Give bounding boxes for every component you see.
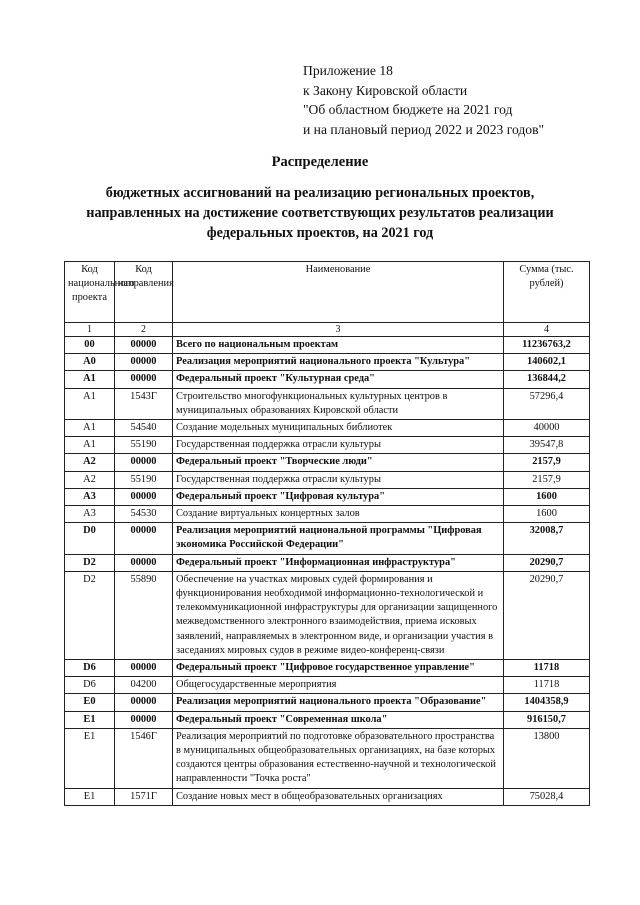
document-title — [0, 183, 640, 243]
cell-code-national-project: А1 — [65, 388, 115, 419]
table-row — [65, 471, 590, 488]
cell-name: Федеральный проект "Современная школа" — [173, 711, 504, 728]
cell-code-national-project: А3 — [65, 506, 115, 523]
appendix-reference — [303, 61, 544, 139]
cell-name: Реализация мероприятий национального проекта "Образование" — [173, 694, 504, 711]
cell-sum: 39547,8 — [504, 437, 590, 454]
cell-sum: 2157,9 — [504, 454, 590, 471]
title-line: бюджетных ассигнований на реализацию региональных проектов, — [105, 185, 535, 201]
cell-name: Федеральный проект "Цифровое государственное управление" — [173, 660, 504, 677]
table-row — [65, 354, 590, 371]
cell-code-direction: 54540 — [115, 420, 173, 437]
cell-code-direction: 00000 — [115, 554, 173, 571]
cell-name: Федеральный проект "Цифровая культура" — [173, 488, 504, 505]
table-row — [65, 694, 590, 711]
cell-sum: 32008,7 — [504, 523, 590, 554]
cell-code-direction: 00000 — [115, 488, 173, 505]
table-row — [65, 554, 590, 571]
table-row — [65, 420, 590, 437]
cell-code-national-project: D6 — [65, 677, 115, 694]
table-row — [65, 677, 590, 694]
cell-code-national-project: D6 — [65, 660, 115, 677]
cell-sum: 1600 — [504, 488, 590, 505]
cell-code-national-project: А1 — [65, 420, 115, 437]
cell-code-direction: 00000 — [115, 337, 173, 354]
cell-code-national-project: А1 — [65, 371, 115, 388]
cell-name: Государственная поддержка отрасли культуры — [173, 437, 504, 454]
table-row — [65, 711, 590, 728]
cell-code-national-project: А2 — [65, 471, 115, 488]
cell-code-national-project: Е1 — [65, 728, 115, 788]
table-row — [65, 571, 590, 659]
cell-code-national-project: А3 — [65, 488, 115, 505]
cell-code-direction: 55890 — [115, 571, 173, 659]
column-number: 2 — [115, 323, 173, 337]
cell-code-direction: 54530 — [115, 506, 173, 523]
table-row — [65, 437, 590, 454]
cell-code-direction: 55190 — [115, 437, 173, 454]
allocation-table — [64, 261, 590, 806]
cell-sum: 40000 — [504, 420, 590, 437]
cell-name: Создание новых мест в общеобразовательных организациях — [173, 788, 504, 805]
cell-code-national-project: А0 — [65, 354, 115, 371]
cell-code-national-project: Е1 — [65, 711, 115, 728]
cell-code-national-project: А2 — [65, 454, 115, 471]
cell-code-direction: 00000 — [115, 694, 173, 711]
table-row — [65, 337, 590, 354]
table-row — [65, 728, 590, 788]
cell-sum: 11718 — [504, 660, 590, 677]
cell-sum: 11718 — [504, 677, 590, 694]
cell-name: Государственная поддержка отрасли культуры — [173, 471, 504, 488]
cell-sum: 1600 — [504, 506, 590, 523]
cell-name: Федеральный проект "Информационная инфраструктура" — [173, 554, 504, 571]
document-heading: Распределение — [271, 154, 369, 170]
table-row — [65, 371, 590, 388]
cell-code-national-project: D0 — [65, 523, 115, 554]
appendix-line: к Закону Кировской области — [303, 82, 468, 98]
table-row — [65, 488, 590, 505]
cell-sum: 916150,7 — [504, 711, 590, 728]
cell-name: Создание виртуальных концертных залов — [173, 506, 504, 523]
header-name: Наименование — [173, 262, 504, 323]
cell-sum: 75028,4 — [504, 788, 590, 805]
cell-code-direction: 04200 — [115, 677, 173, 694]
cell-code-direction: 00000 — [115, 711, 173, 728]
cell-name: Всего по национальным проектам — [173, 337, 504, 354]
table-row — [65, 454, 590, 471]
cell-name: Федеральный проект "Культурная среда" — [173, 371, 504, 388]
cell-code-national-project: D2 — [65, 554, 115, 571]
header-code-national-project: Код национального проекта — [65, 262, 115, 323]
column-number: 4 — [504, 323, 590, 337]
cell-sum: 140602,1 — [504, 354, 590, 371]
table-row — [65, 788, 590, 805]
appendix-line: Приложение 18 — [303, 63, 393, 78]
cell-code-national-project: А1 — [65, 437, 115, 454]
column-number: 3 — [173, 323, 504, 337]
cell-code-direction: 55190 — [115, 471, 173, 488]
cell-sum: 1404358,9 — [504, 694, 590, 711]
cell-name: Реализация мероприятий по подготовке образовательного пространства в муниципальных общеобразовательных организациях, на базе которых создаются центры образования естественно-научной и технологической направленности "Точка роста" — [173, 728, 504, 788]
cell-code-national-project: Е1 — [65, 788, 115, 805]
cell-sum: 136844,2 — [504, 371, 590, 388]
cell-sum: 13800 — [504, 728, 590, 788]
cell-name: Строительство многофункциональных культурных центров в муниципальных образованиях Кировской области — [173, 388, 504, 419]
header-sum: Сумма (тыс. рублей) — [504, 262, 590, 323]
cell-code-direction: 00000 — [115, 523, 173, 554]
cell-code-direction: 1543Г — [115, 388, 173, 419]
appendix-line: "Об областном бюджете на 2021 год — [303, 102, 513, 118]
cell-sum: 11236763,2 — [504, 337, 590, 354]
cell-sum: 20290,7 — [504, 554, 590, 571]
cell-sum: 57296,4 — [504, 388, 590, 419]
cell-name: Реализация мероприятий национальной программы "Цифровая экономика Российской Федерации" — [173, 523, 504, 554]
cell-code-direction: 00000 — [115, 371, 173, 388]
table-body — [65, 337, 590, 806]
column-number: 1 — [65, 323, 115, 337]
cell-code-national-project: 00 — [65, 337, 115, 354]
table-row — [65, 388, 590, 419]
cell-name: Реализация мероприятий национального проекта "Культура" — [173, 354, 504, 371]
cell-code-direction: 00000 — [115, 454, 173, 471]
cell-code-national-project: D2 — [65, 571, 115, 659]
table-row — [65, 660, 590, 677]
title-line: направленных на достижение соответствующих результатов реализации — [86, 205, 554, 221]
cell-code-direction: 00000 — [115, 354, 173, 371]
cell-name: Федеральный проект "Творческие люди" — [173, 454, 504, 471]
table-row — [65, 506, 590, 523]
cell-name: Общегосударственные мероприятия — [173, 677, 504, 694]
title-line: федеральных проектов, на 2021 год — [206, 225, 434, 241]
header-code-direction: Код направления — [115, 262, 173, 323]
cell-code-direction: 1546Г — [115, 728, 173, 788]
cell-name: Создание модельных муниципальных библиотек — [173, 420, 504, 437]
cell-code-direction: 1571Г — [115, 788, 173, 805]
cell-sum: 20290,7 — [504, 571, 590, 659]
cell-name: Обеспечение на участках мировых судей формирования и функционирования необходимой информационно-технологической и телекоммуникационной инфраструктуры для организации защищенного межведомственного электронного взаимодействия, приема исковых заявлений, направляемых в электронном виде, и организации участия в заседаниях мировых судов в режиме видео-конференц-связи — [173, 571, 504, 659]
cell-code-national-project: Е0 — [65, 694, 115, 711]
cell-code-direction: 00000 — [115, 660, 173, 677]
appendix-line: и на плановый период 2022 и 2023 годов" — [303, 121, 545, 137]
table-row — [65, 523, 590, 554]
cell-sum: 2157,9 — [504, 471, 590, 488]
